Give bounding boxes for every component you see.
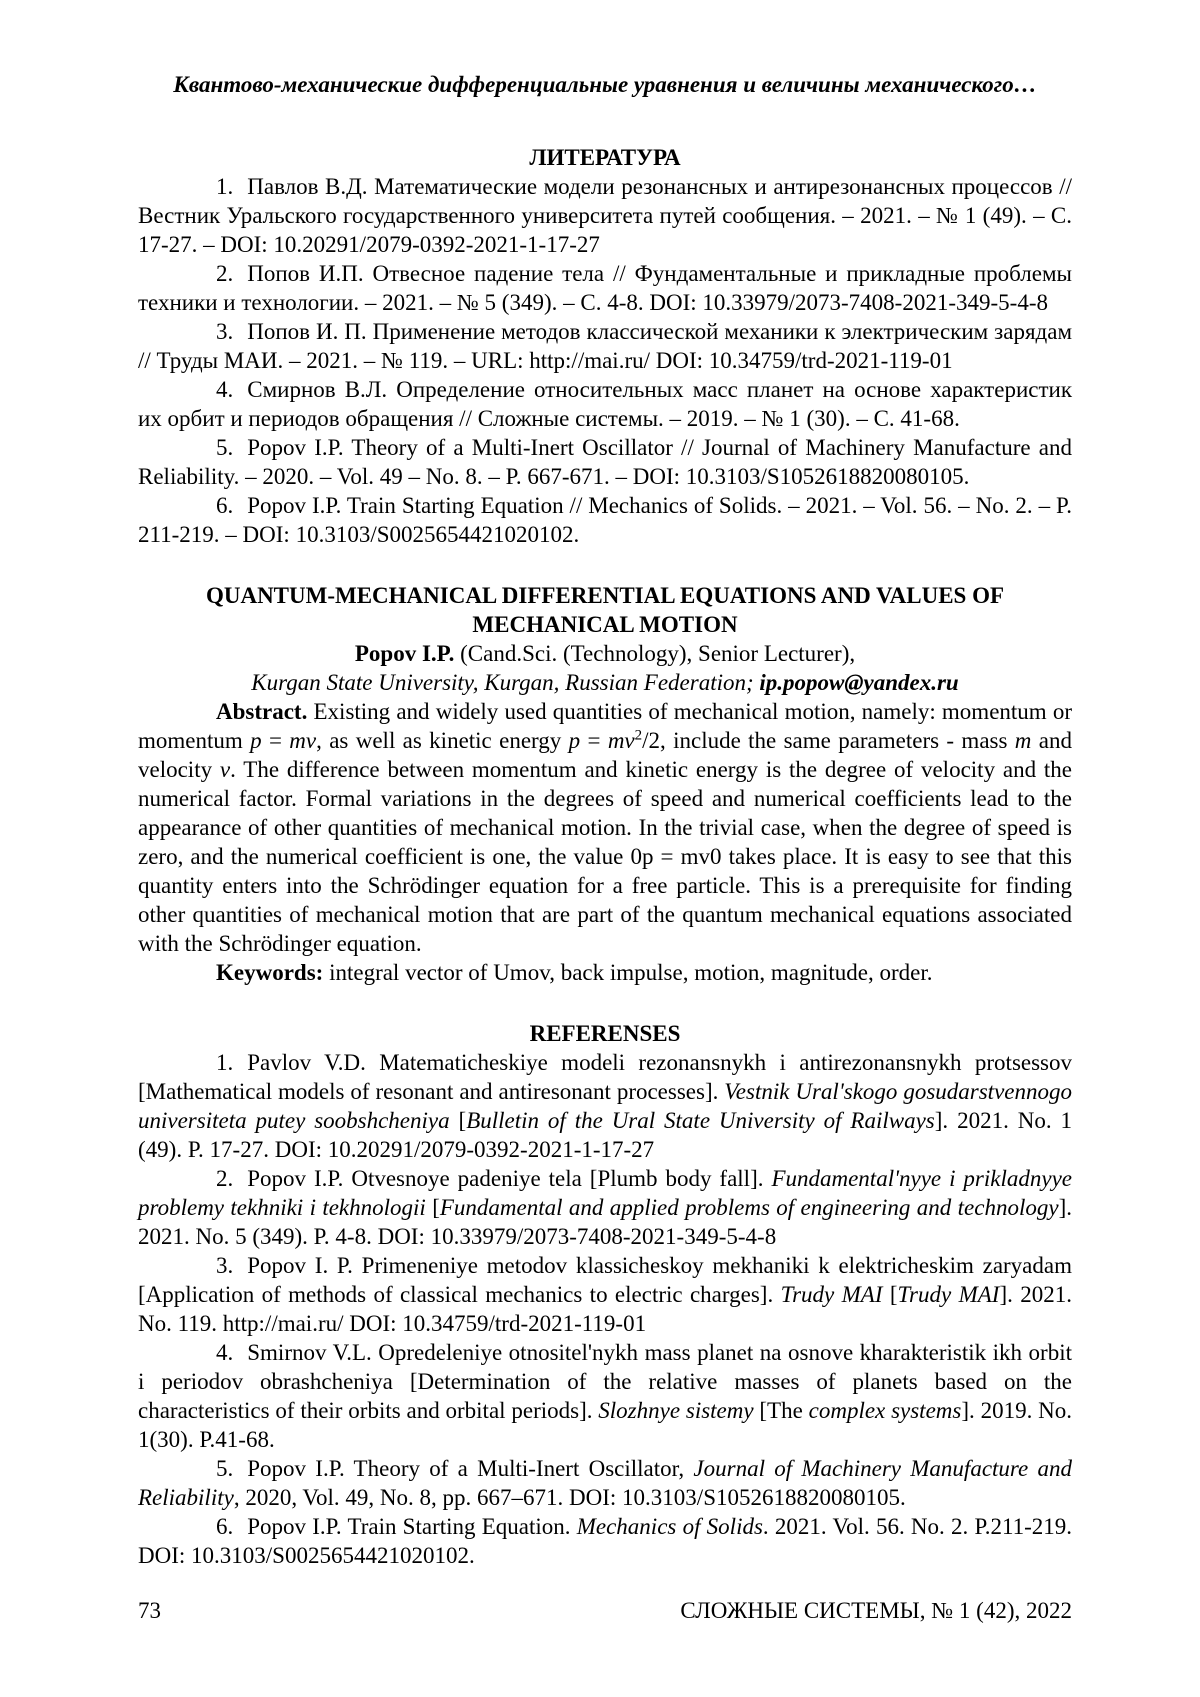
reference-number: 6. xyxy=(216,493,234,518)
reference-item: 6. Popov I.P. Train Starting Equation // Mechanics of Solids. – 2021. – Vol. 56. – No. 2. – P. 211-219. – DOI: 10.3103/S0025654421020102. xyxy=(138,493,1072,547)
reference-number: 2. xyxy=(216,261,234,286)
article-title xyxy=(138,581,1072,639)
reference-number: 1. xyxy=(216,174,234,199)
reference-item: 4. Смирнов В.Л. Определение относительных масс планет на основе характеристик их орбит и периодов обращения // Сложные системы. – 2019. – № 1 (30). – С. 41-68. xyxy=(138,377,1072,431)
reference-item: 1. Pavlov V.D. Matematicheskiye modeli rezonansnykh i antirezonansnykh protsessov [Mathematical models of resonant and antiresonant processes]. Vestnik Ural'skogo gosudarstvennogo universiteta putey soobshcheniya [Bulletin of the Ural State University of Railways]. 2021. No. 1 (49). P. 17-27. DOI: 10.20291/2079-0392-2021-1-17-27 xyxy=(138,1050,1072,1162)
journal-name: СЛОЖНЫЕ СИСТЕМЫ, № 1 (42), 2022 xyxy=(680,1598,1072,1623)
reference-item: 6. Popov I.P. Train Starting Equation. Mechanics of Solids. 2021. Vol. 56. No. 2. P.211-219. DOI: 10.3103/S0025654421020102. xyxy=(138,1514,1072,1568)
reference-number: 3. xyxy=(216,1253,234,1278)
reference-item: 2. Попов И.П. Отвесное падение тела // Фундаментальные и прикладные проблемы техники и технологии. – 2021. – № 5 (349). – С. 4-8. DOI: 10.33979/2073-7408-2021-349-5-4-8 xyxy=(138,261,1072,315)
reference-number: 4. xyxy=(216,1340,234,1365)
article-title-line1: QUANTUM-MECHANICAL DIFFERENTIAL EQUATIONS AND VALUES OF xyxy=(205,583,1005,608)
affiliation-line xyxy=(138,668,1072,697)
author-name: Popov I.P. xyxy=(354,641,455,666)
reference-number: 5. xyxy=(216,1456,234,1481)
running-head: Квантово-механические дифференциальные уравнения и величины механического… xyxy=(173,72,1037,97)
referenses-heading: REFERENSES xyxy=(529,1021,681,1046)
author-email: ip.popow@yandex.ru xyxy=(759,670,959,695)
referenses-list xyxy=(138,1048,1072,1570)
reference-number: 2. xyxy=(216,1166,234,1191)
keywords-paragraph xyxy=(138,958,1072,987)
abstract-label: Abstract. xyxy=(216,699,308,724)
reference-item: 3. Popov I. P. Primeneniye metodov klassicheskoy mekhaniki k elektricheskim zaryadam [Application of methods of classical mechanics to electric charges]. Trudy MAI [Trudy MAI]. 2021. No. 119. http://mai.ru/ DOI: 10.34759/trd-2021-119-01 xyxy=(138,1253,1072,1336)
reference-number: 3. xyxy=(216,319,234,344)
page-footer xyxy=(138,1596,1072,1625)
reference-item: 5. Popov I.P. Theory of a Multi-Inert Oscillator, Journal of Machinery Manufacture and Reliability, 2020, Vol. 49, No. 8, pp. 667–671. DOI: 10.3103/S1052618820080105. xyxy=(138,1456,1072,1510)
reference-item: 3. Попов И. П. Применение методов классической механики к электрическим зарядам // Труды МАИ. – 2021. – № 119. – URL: http://mai.ru/ DOI: 10.34759/trd-2021-119-01 xyxy=(138,319,1072,373)
literatura-list xyxy=(138,172,1072,549)
reference-item: 4. Smirnov V.L. Opredeleniye otnositel'nykh mass planet na osnove kharakteristik ikh orbit i periodov obrashcheniya [Determination of the relative masses of planets based on the characteristics of their orbits and orbital periods]. Slozhnye sistemy [The complex systems]. 2019. No. 1(30). P.41-68. xyxy=(138,1340,1072,1452)
keywords-label: Keywords: xyxy=(216,960,324,985)
reference-number: 4. xyxy=(216,377,234,402)
reference-number: 6. xyxy=(216,1514,234,1539)
author-line xyxy=(138,639,1072,668)
literatura-heading: ЛИТЕРАТУРА xyxy=(529,145,681,170)
abstract-text: Existing and widely used quantities of mechanical motion, namely: momentum or momentum p = mv, as well as kinetic energy $p = mv^2/2$, include the same parameters - mass m and velocity v. The difference between momentum and kinetic energy is the degree of velocity and the numerical factor. Formal variations in the degrees of speed and numerical coefficients lead to the appearance of other quantities of mechanical motion. In the trivial case, when the degree of speed is zero, and the numerical coefficient is one, the value 0p = mv0 takes place. It is easy to see that this quantity enters into the Schrödinger equation for a free particle. This is a prerequisite for finding other quantities of mechanical motion that are part of the quantum mechanical equations associated with the Schrödinger equation. xyxy=(138,699,1072,956)
reference-item: 2. Popov I.P. Otvesnoye padeniye tela [Plumb body fall]. Fundamental'nyye i prikladnyye problemy tekhniki i tekhnologii [Fundamental and applied problems of engineering and technology]. 2021. No. 5 (349). P. 4-8. DOI: 10.33979/2073-7408-2021-349-5-4-8 xyxy=(138,1166,1072,1249)
reference-item: 5. Popov I.P. Theory of a Multi-Inert Oscillator // Journal of Machinery Manufacture and Reliability. – 2020. – Vol. 49 – No. 8. – P. 667-671. – DOI: 10.3103/S1052618820080105. xyxy=(138,435,1072,489)
reference-number: 1. xyxy=(216,1050,234,1075)
abstract-paragraph xyxy=(138,697,1072,958)
article-title-line2: MECHANICAL MOTION xyxy=(472,612,738,637)
keywords-text: integral vector of Umov, back impulse, motion, magnitude, order. xyxy=(323,960,933,985)
reference-number: 5. xyxy=(216,435,234,460)
author-details: (Cand.Sci. (Technology), Senior Lecturer), xyxy=(454,641,856,666)
affiliation-text: Kurgan State University, Kurgan, Russian Federation; xyxy=(251,670,760,695)
page-number: 73 xyxy=(138,1598,161,1623)
reference-item: 1. Павлов В.Д. Математические модели резонансных и антирезонансных процессов // Вестник Уральского государственного университета путей сообщения. – 2021. – № 1 (49). – С. 17-27. – DOI: 10.20291/2079-0392-2021-1-17-27 xyxy=(138,174,1072,257)
